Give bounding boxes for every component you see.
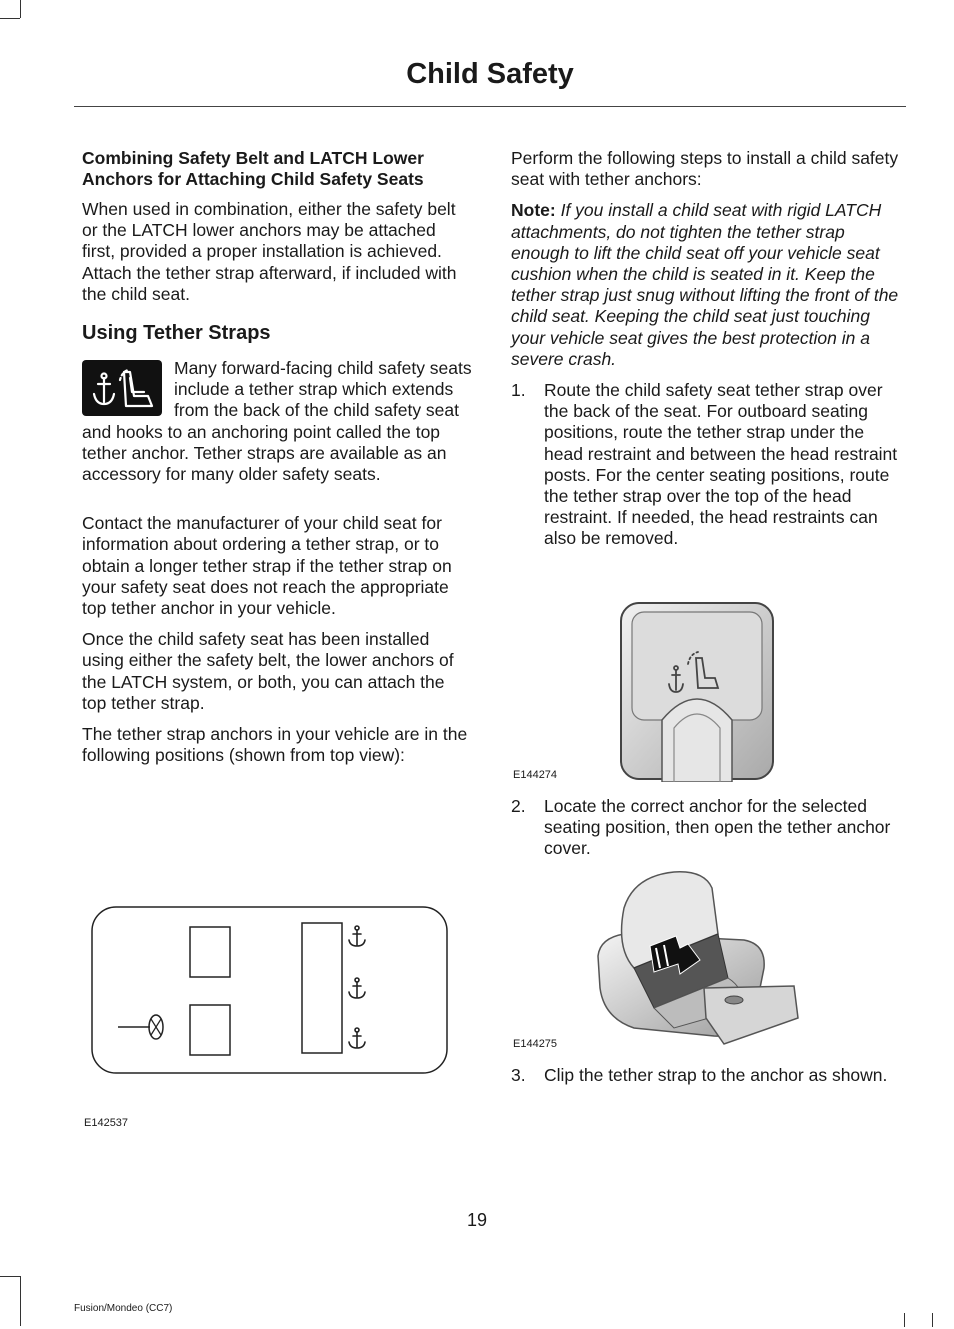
footer-model: Fusion/Mondeo (CC7) [74, 1303, 173, 1314]
paragraph: The tether strap anchors in your vehicle are in the following positions (shown from top view): [82, 724, 468, 766]
crop-mark [20, 1276, 21, 1326]
step-number: 2. [511, 796, 526, 816]
list-item [511, 1065, 903, 1086]
step-number: 3. [511, 1065, 526, 1085]
tether-anchor-cover-illustration [618, 600, 776, 782]
crop-mark [20, 0, 21, 18]
tether-intro-block [82, 359, 472, 495]
section-heading-combining: Combining Safety Belt and LATCH Lower Anchors for Attaching Child Safety Seats [82, 148, 424, 189]
figure-label: E144275 [513, 1038, 558, 1050]
paragraph: Once the child safety seat has been installed using either the safety belt, the lower anchors of the LATCH system, or both, you can attach the top tether strap. [82, 629, 454, 713]
page-number: 19 [466, 1210, 488, 1230]
note-text: If you install a child seat with rigid LATCH attachments, do not tighten the tether strap enough to lift the child seat off your vehicle seat cushion when the child is seated in it. Keep the tether strap just snug without lifting the front of the child seat. Keeping the child seat just touching your vehicle seat gives the best protection in a severe crash. [511, 200, 899, 369]
section-heading-tether-straps: Using Tether Straps [82, 322, 271, 345]
figure-label: E142537 [84, 1117, 129, 1129]
step-text: Clip the tether strap to the anchor as shown. [544, 1065, 888, 1085]
paragraph: Many forward-facing child safety seats include a tether strap which extends from the back of the child safety seat and hooks to an anchoring point called the top tether anchor. Tether straps are available as an accessory for many older safety seats. [82, 359, 472, 485]
paragraph: When used in combination, either the safety belt or the LATCH lower anchors may be attached first, provided a proper installation is achieved. Attach the tether strap afterward, if included with the child seat. [82, 199, 457, 304]
note-label: Note: [511, 200, 556, 221]
page-title: Child Safety [406, 58, 574, 90]
figure-label: E144274 [513, 769, 558, 781]
crop-mark [0, 18, 20, 19]
right-column [511, 148, 903, 560]
step-text: Route the child safety seat tether strap over the back of the seat. For outboard seating positions, route the tether strap under the head restraint and between the head restraint posts. For the center seating positions, route the tether strap over the top of the head restraint. If needed, the head restraints can also be removed. [544, 380, 898, 549]
note [511, 200, 903, 370]
list-item [511, 796, 903, 860]
paragraph: Contact the manufacturer of your child seat for information about ordering a tether strap, or to obtain a longer tether strap if the tether strap on your safety seat does not reach the appropriate top tether anchor in your vehicle. [82, 513, 452, 619]
step-number: 1. [511, 380, 526, 401]
left-column [82, 148, 472, 776]
crop-mark [932, 1313, 933, 1327]
crop-mark [904, 1313, 905, 1327]
tether-anchor-positions-diagram [90, 905, 450, 1077]
open-anchor-cover-illustration [594, 868, 800, 1052]
step-text: Locate the correct anchor for the selected seating position, then open the tether anchor cover. [544, 796, 891, 859]
header-divider [74, 106, 906, 107]
paragraph: Perform the following steps to install a child safety seat with tether anchors: [511, 148, 899, 190]
crop-mark [0, 1276, 20, 1277]
list-item [511, 380, 903, 550]
child-seat-tether-icon [82, 360, 162, 416]
